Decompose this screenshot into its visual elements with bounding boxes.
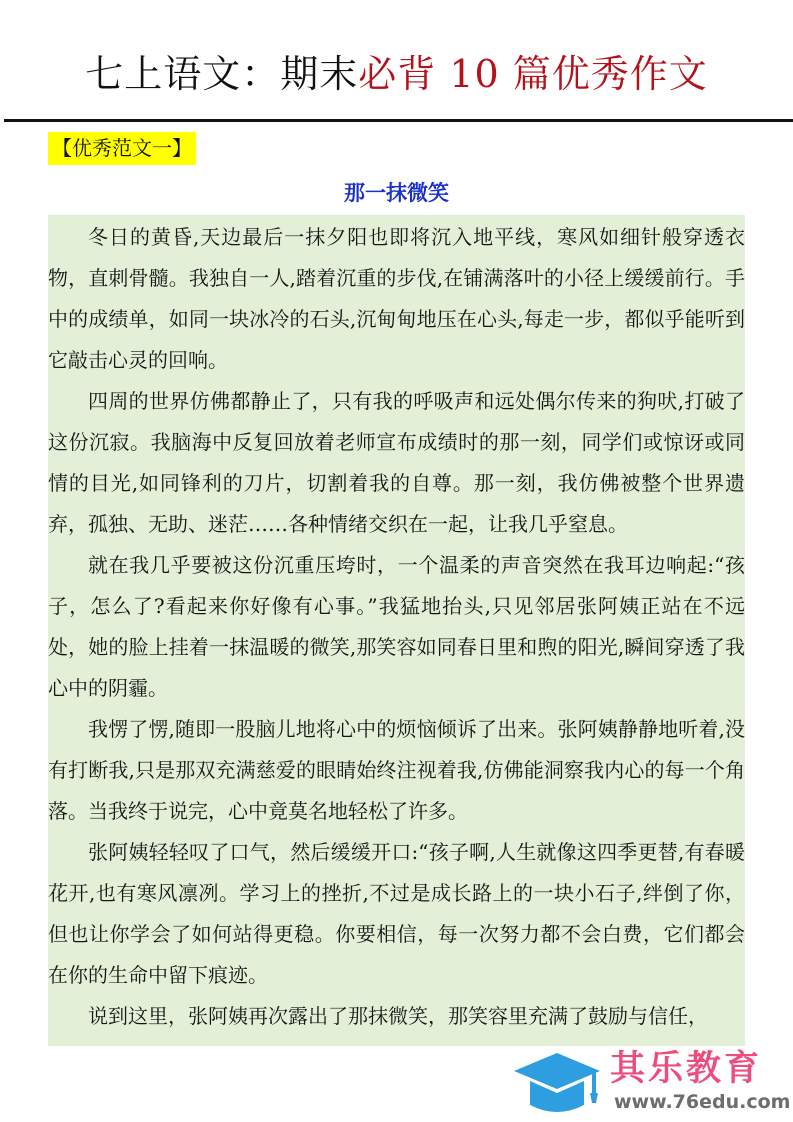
essay-paragraph: 四周的世界仿佛都静止了，只有我的呼吸声和远处偶尔传来的狗吠,打破了这份沉寂。我脑海中反复回放着老师宣布成绩时的那一刻，同学们或惊讶或同情的目光,如同锋利的刀片，切割着我的自尊。那一刻，我仿佛被整个世界遗弃，孤独、无助、迷茫……各种情绪交织在一起，让我几乎窒息。 (48, 389, 745, 536)
essay-paragraph: 我愣了愣,随即一股脑儿地将心中的烦恼倾诉了出来。张阿姨静静地听着,没有打断我,只是那双充满慈爱的眼睛始终注视着我,仿佛能洞察我内心的每一个角落。当我终于说完，心中竟莫名地轻松了许多。 (48, 717, 745, 823)
graduation-cap-icon (512, 1049, 602, 1115)
section-label: 【优秀范文一】 (48, 132, 196, 165)
essay-title: 那一抹微笑 (344, 181, 449, 205)
title-divider (4, 119, 793, 122)
essay-paragraph: 冬日的黄昏,天边最后一抹夕阳也即将沉入地平线，寒风如细针般穿透衣物，直刺骨髓。我独自一人,踏着沉重的步伐,在铺满落叶的小径上缓缓前行。手中的成绩单，如同一块冰冷的石头,沉甸甸地压在心头,每走一步，都似乎能听到它敲击心灵的回响。 (48, 225, 745, 372)
watermark-brand: 其乐教育 (610, 1049, 763, 1089)
essay-paragraph: 张阿姨轻轻叹了口气，然后缓缓开口:“孩子啊,人生就像这四季更替,有春暖花开,也有寒风凛冽。学习上的挫折,不过是成长路上的一块小石子,绊倒了你，但也让你学会了如何站得更稳。你要相信，每一次努力都不会白费，它们都会在你的生命中留下痕迹。 (48, 840, 745, 987)
page-title (0, 48, 793, 100)
essay-body (48, 215, 745, 1046)
essay-paragraph: 就在我几乎要被这份沉重压垮时，一个温柔的声音突然在我耳边响起:“孩子，怎么了?看起来你好像有心事。”我猛地抬头,只见邻居张阿姨正站在不远处，她的脸上挂着一抹温暖的微笑,那笑容如同春日里和煦的阳光,瞬间穿透了我心中的阴霾。 (48, 553, 745, 700)
watermark-logo (512, 1047, 791, 1117)
watermark-url: www.76edu.com (614, 1091, 791, 1113)
page-title-prefix: 七上语文：期末 (85, 52, 359, 96)
page-title-highlight: 必背 10 篇优秀作文 (358, 52, 708, 96)
essay-paragraph: 说到这里，张阿姨再次露出了那抹微笑，那笑容里充满了鼓励与信任， (88, 1004, 708, 1028)
